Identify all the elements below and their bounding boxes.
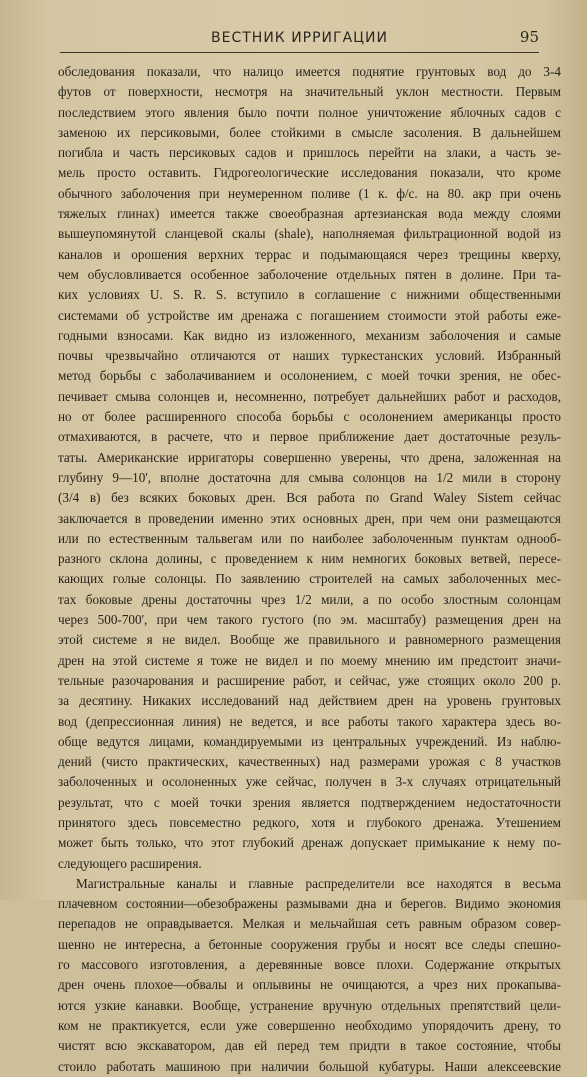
text-line: (3/4 в) без всяких боковых дрен. Вся работа по Grand Waley Sistem сейчас xyxy=(58,490,561,506)
text-line: обычного заболочения при неумеренном поливе (1 к. ф/с. на 80. акр при очень xyxy=(58,185,561,201)
text-line: футов от поверхности, несмотря на значительный уклон местности. Первым xyxy=(58,84,561,100)
text-line: печивает смыва солонцев и, несомненно, потребует дальнейших работ и расходов, xyxy=(58,388,561,404)
text-line: системами об устройстве им дренажа с погашением стоимости этой работы еже- xyxy=(58,307,561,323)
text-line: вышеупомянутой сланцевой скалы (shale), наполняемая фильтрационной водой из xyxy=(58,226,561,242)
text-line: метод борьбы с заболачиванием и осолонением, с моей точки зрения, не обес- xyxy=(58,368,561,384)
text-line: результат, что с моей точки зрения является подтверждением недостаточности xyxy=(58,794,561,810)
text-line: отмахиваются, в расчете, что и первое приближение дает достаточные резуль- xyxy=(58,429,561,445)
text-line: мель просто оставить. Гидрогеологические исследования показали, что кроме xyxy=(58,165,561,181)
text-line: перепадов не оправдывается. Мелкая и мельчайшая сеть равным образом совер- xyxy=(58,916,561,932)
text-line: чем обусловливается особенное заболочение отдельных пятен в долине. При та- xyxy=(58,266,561,282)
text-line: вод (депрессионная линия) не ведется, и все работы такого характера здесь во- xyxy=(58,713,561,729)
text-line: погибла и часть персиковых садов и пришлось перейти на злаки, а часть зе- xyxy=(58,145,561,161)
text-line: может быть только, что этот глубокий дренаж допускает примыкание к нему по- xyxy=(58,835,561,851)
text-line: через 500-700', при чем такого густого (по эм. масштабу) размещения дрен на xyxy=(58,612,561,628)
text-line: чистят всю экскаватором, дав ей перед тем придти в такое состояние, чтобы xyxy=(58,1038,561,1054)
text-line: но от более расширенного способа борьбы с осолонением американцы просто xyxy=(58,409,561,425)
text-line: Магистральные каналы и главные распределители все находятся в весьма xyxy=(76,875,561,891)
body-text xyxy=(58,62,561,1077)
text-line: плачевном состоянии—обезображены размывами дна и берегов. Видимо экономия xyxy=(58,896,561,912)
text-line: стоило работать машиною при наличии большой кубатуры. Наши алексеевские xyxy=(58,1058,561,1074)
header-rule xyxy=(60,52,539,53)
page-number: 95 xyxy=(519,28,539,46)
text-line: или по естественным тальвегам или по наиболее заболоченным пунктам однооб- xyxy=(58,530,561,546)
text-line: этой системе я не видел. Вообще же правильного и равномерного размещения xyxy=(58,632,561,648)
text-line: годными взносами. Как видно из изложенного, механизм заболочения и самые xyxy=(58,327,561,343)
text-line: каналов и орошения верхних террас и подымающаяся через трещины кверху, xyxy=(58,246,561,262)
text-line: обследования показали, что налицо имеется поднятие грунтовых вод до 3-4 xyxy=(58,64,561,79)
text-line: кающих голые солонцы. По заявлению строителей на самых заболоченных мес- xyxy=(58,571,561,587)
text-line: таты. Американские ирригаторы совершенно уверены, что дрена, заложенная на xyxy=(58,449,561,465)
text-line: ются узкие канавки. Вообще, устранение вручную отдельных препятствий цели- xyxy=(58,997,561,1013)
text-line: принятого здесь повсеместно редкого, хотя и глубокого дренажа. Утешением xyxy=(58,814,561,830)
text-line: заболоченных и осолоненных уже сейчас, получен в 3-х случаях отрицательный xyxy=(58,774,561,790)
text-line: тах боковые дрены достаточны чрез 1/2 мили, а по особо злостным солонцам xyxy=(58,591,561,607)
text-line: глубину 9—10', вполне достаточна для смыва солонцов на 1/2 мили в сторону xyxy=(58,469,561,485)
running-header xyxy=(60,26,539,54)
text-line: го массового изготовления, а деревянные вовсе плохи. Содержание открытых xyxy=(58,957,561,973)
text-line: за десятину. Никаких исследований над действием дрен на уровень грунтовых xyxy=(58,693,561,709)
text-line: шенно не интересна, а бетонные сооружения грубы и носят все следы спешно- xyxy=(58,936,561,952)
text-line: дрен на этой системе я тоже не видел и по моему мнению им предстоит значи- xyxy=(58,652,561,668)
text-line: обще ведутся лицами, командируемыми из центральных учреждений. Из наблю- xyxy=(58,733,561,749)
text-line: дрен очень плохое—обвалы и оплывины не очищаются, а чрез них прокапыва- xyxy=(58,977,561,993)
text-line: разного склона долины, с проведением к ним немногих боковых ветвей, пересе- xyxy=(58,551,561,567)
text-line: заключается в проведении именно этих основных дрен, при чем они размещаются xyxy=(58,510,561,526)
text-line: почвы чрезвычайно отличаются от наших туркестанских условий. Избранный xyxy=(58,348,561,364)
text-line: последствием этого явления было почти полное уничтожение яблочных садов с xyxy=(58,104,561,120)
text-line: тельные разочарования и расширение работ, и сейчас, уже стоящих около 200 р. xyxy=(58,672,561,688)
text-line: дений (чисто практических, качественных) над размерами урожая с 8 участков xyxy=(58,754,561,770)
paragraph-1 xyxy=(58,62,561,874)
text-line: заменою их персиковыми, более стойкими в смысле засоления. В дальнейшем xyxy=(58,124,561,140)
journal-title: ВЕСТНИК ИРРИГАЦИИ xyxy=(211,30,388,46)
paragraph-2 xyxy=(58,874,561,1077)
text-line: ком не практикуется, если уже совершенно необходимо упорядочить дрену, то xyxy=(58,1017,561,1033)
text-line: тяжелых глинах) имеется также своеобразная артезианская вода между слоями xyxy=(58,206,561,222)
text-line: ких условиях U. S. R. S. вступило в соглашение с нижними общественными xyxy=(58,287,561,303)
text-line: следующего расширения. xyxy=(58,855,202,871)
